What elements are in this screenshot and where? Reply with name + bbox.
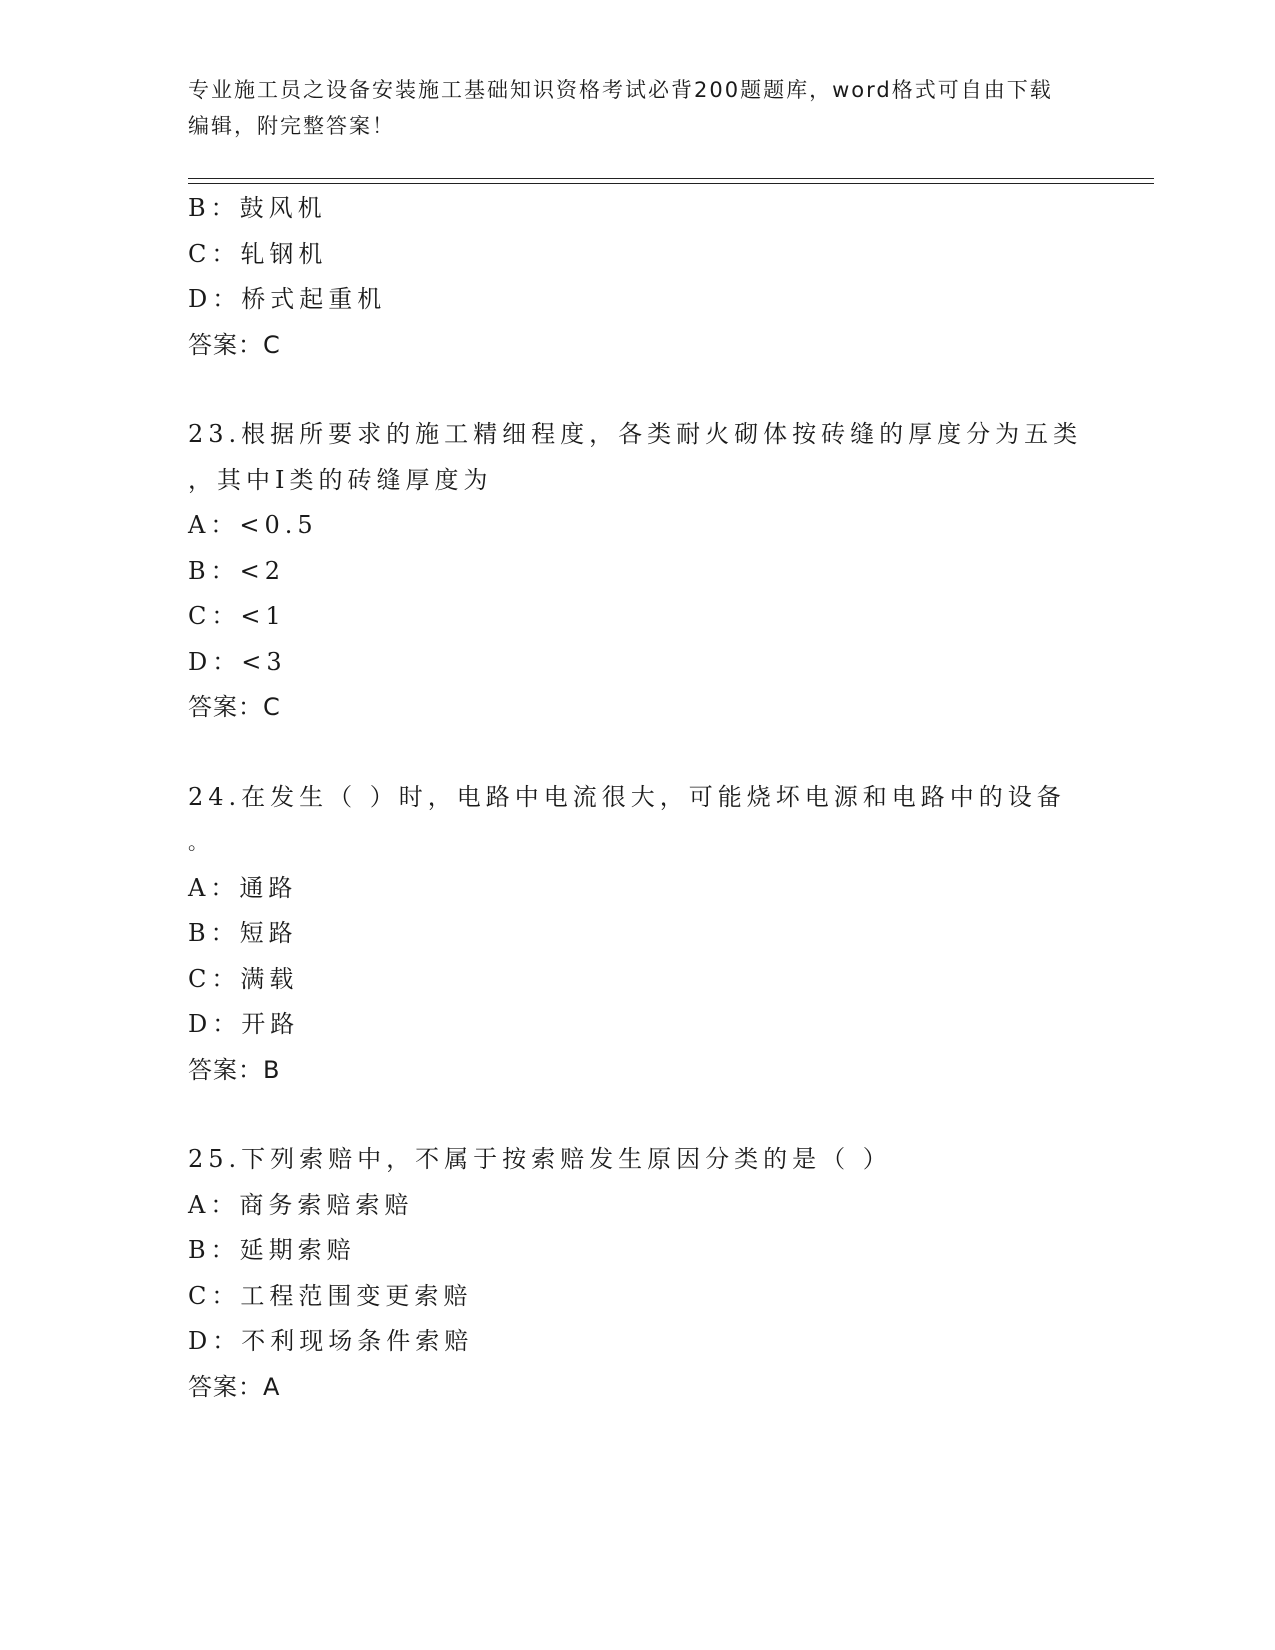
question-22 xyxy=(188,186,1088,368)
option-c: C：轧钢机 xyxy=(188,239,328,268)
question-text: 23.根据所要求的施工精细程度，各类耐火砌体按砖缝的厚度分为五类 xyxy=(188,420,1083,448)
option-a: A：商务索赔索赔 xyxy=(188,1190,414,1219)
option-c: C：满载 xyxy=(188,964,299,993)
option-d: D：开路 xyxy=(188,1010,300,1038)
option-b: B：鼓风机 xyxy=(188,194,327,222)
option-d: D：<3 xyxy=(188,647,287,676)
question-text-continued: ，其中Ⅰ类的砖缝厚度为 xyxy=(188,465,493,494)
option-a: A：通路 xyxy=(188,873,298,902)
answer: 答案：B xyxy=(188,1055,281,1084)
option-d: D：桥式起重机 xyxy=(188,285,387,313)
answer: 答案：A xyxy=(188,1372,281,1401)
option-b: B：短路 xyxy=(188,919,298,947)
question-23 xyxy=(188,412,1088,731)
question-24 xyxy=(188,775,1088,1094)
answer: 答案：C xyxy=(188,330,281,359)
question-list xyxy=(188,186,1088,1410)
option-c: C：工程范围变更索赔 xyxy=(188,1281,473,1310)
document-header: 专业施工员之设备安装施工基础知识资格考试必背200题题库，word格式可自由下载编辑，附完整答案！ xyxy=(188,78,1053,138)
question-text: 25.下列索赔中，不属于按索赔发生原因分类的是（ ） xyxy=(188,1145,892,1173)
header-divider xyxy=(188,178,1154,184)
option-d: D：不利现场条件索赔 xyxy=(188,1327,474,1355)
option-b: B：延期索赔 xyxy=(188,1236,356,1264)
question-text-continued: 。 xyxy=(188,830,213,854)
question-25 xyxy=(188,1137,1088,1410)
question-text: 24.在发生（ ）时，电路中电流很大，可能烧坏电源和电路中的设备 xyxy=(188,782,1066,811)
option-a: A：<0.5 xyxy=(188,511,318,539)
option-b: B：<2 xyxy=(188,556,286,585)
option-c: C：<1 xyxy=(188,602,286,630)
answer: 答案：C xyxy=(188,693,281,721)
